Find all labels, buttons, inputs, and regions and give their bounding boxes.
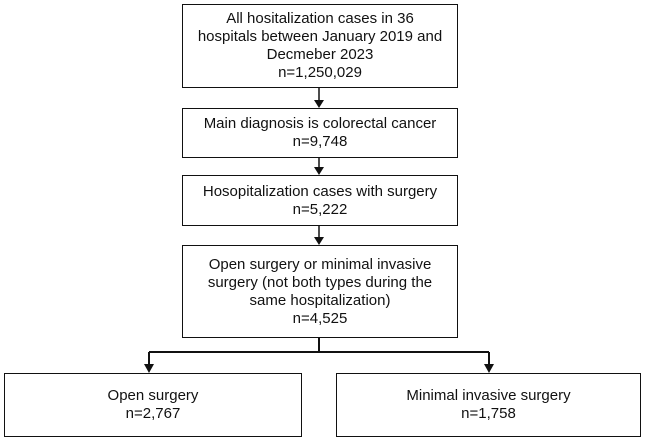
box-all-line-1: All hositalization cases in 36 [226, 10, 414, 27]
box-surgery-count: n=5,222 [292, 200, 348, 218]
box-colorectal-count: n=9,748 [292, 133, 348, 150]
box-open-or-minimal-line-1: Open surgery or minimal invasive [208, 255, 432, 273]
box-minimal-count: n=1,758 [461, 405, 516, 422]
box-surgery-line-1: Hosopitalization cases with surgery [202, 182, 438, 200]
box-all-count: n=1,250,029 [278, 64, 362, 81]
box-all-line-2: hospitals between January 2019 and [197, 28, 443, 45]
box-surgery-cases [182, 175, 458, 226]
box-minimal-line-1: Minimal invasive surgery [406, 387, 571, 404]
arrowhead-open [144, 364, 154, 373]
arrowhead-colorectal [314, 100, 324, 108]
box-colorectal-cancer [182, 108, 458, 158]
box-colorectal-line-1: Main diagnosis is colorectal cancer [203, 115, 437, 132]
box-all-hospitalization-cases [182, 4, 458, 88]
arrowhead-open-or-minimal [314, 237, 324, 245]
arrowhead-minimal [484, 364, 494, 373]
box-open-or-minimal-line-2: surgery (not both types during the [207, 273, 433, 291]
arrowhead-surgery [314, 167, 324, 175]
box-all-line-3: Decmeber 2023 [266, 46, 374, 63]
box-minimal-invasive-surgery [336, 373, 641, 437]
box-open-line-1: Open surgery [107, 387, 199, 404]
box-open-surgery [4, 373, 302, 437]
box-open-or-minimal-count: n=4,525 [292, 309, 348, 327]
box-open-or-minimal-line-3: same hospitalization) [249, 291, 391, 309]
box-open-or-minimal-surgery [182, 245, 458, 338]
box-open-count: n=2,767 [125, 405, 181, 422]
